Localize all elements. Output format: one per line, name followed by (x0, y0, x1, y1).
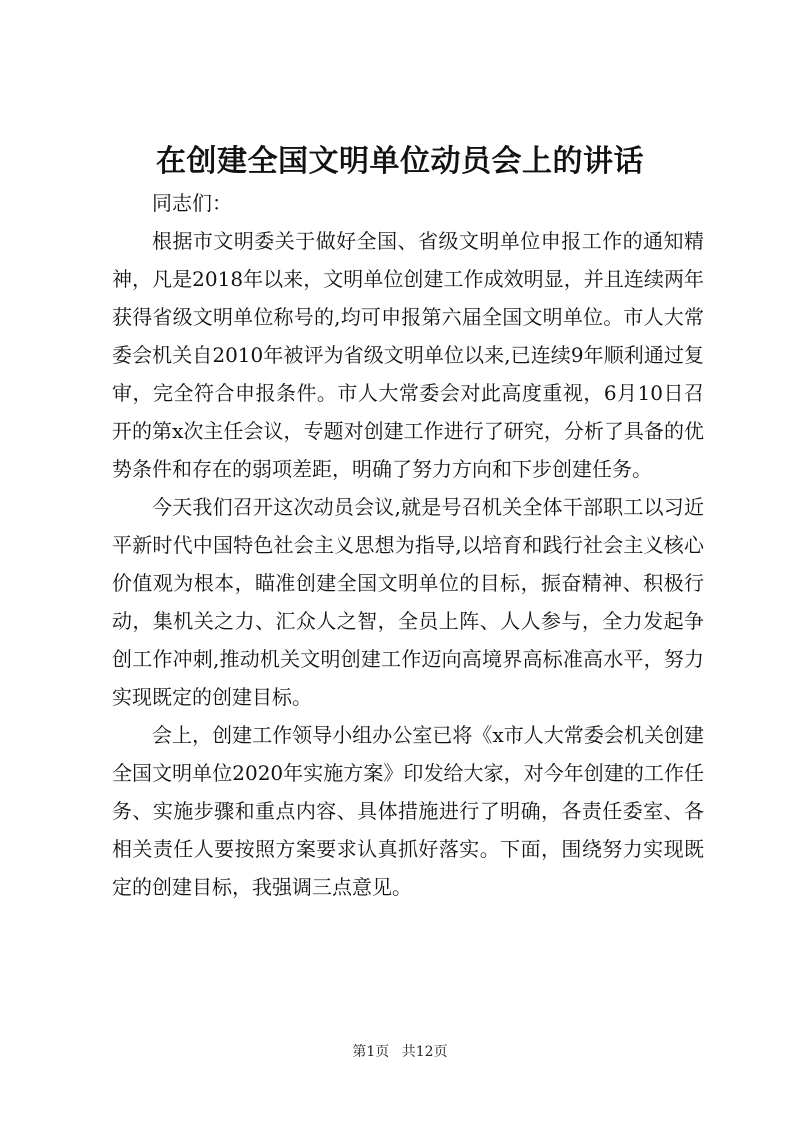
paragraph-3: 会上，创建工作领导小组办公室已将《x市人大常委会机关创建全国文明单位2020年实施方案》印发给大家，对今年创建的工作任务、实施步骤和重点内容、具体措施进行了明确，各责任委室、各相关责任人要按照方案要求认真抓好落实。下面，围绕努力实现既定的创建目标，我强调三点意见。 (112, 723, 704, 899)
document-title: 在创建全国文明单位动员会上的讲话 (156, 144, 644, 179)
document-body (112, 184, 704, 906)
page-footer (0, 1042, 800, 1062)
page-total: 共12页 (401, 1044, 448, 1060)
salutation: 同志们： (152, 191, 232, 215)
paragraph-2: 今天我们召开这次动员会议,就是号召机关全体干部职工以习近平新时代中国特色社会主义思想为指导,以培育和践行社会主义核心价值观为根本，瞄准创建全国文明单位的目标，振奋精神、积极行动，集机关之力、汇众人之智，全员上阵、人人参与，全力发起争创工作冲刺,推动机关文明创建工作迈向高境界高标准高水平，努力实现既定的创建目标。 (112, 495, 704, 709)
paragraph-1: 根据市文明委关于做好全国、省级文明单位申报工作的通知精神，凡是2018年以来，文明单位创建工作成效明显，并且连续两年获得省级文明单位称号的,均可申报第六届全国文明单位。市人大常委会机关自2010年被评为省级文明单位以来,已连续9年顺利通过复审，完全符合申报条件。市人大常委会对此高度重视，6月10日召开的第x次主任会议，专题对创建工作进行了研究，分析了具备的优势条件和存在的弱项差距，明确了努力方向和下步创建任务。 (112, 229, 704, 481)
page-number: 第1页 (352, 1044, 390, 1060)
